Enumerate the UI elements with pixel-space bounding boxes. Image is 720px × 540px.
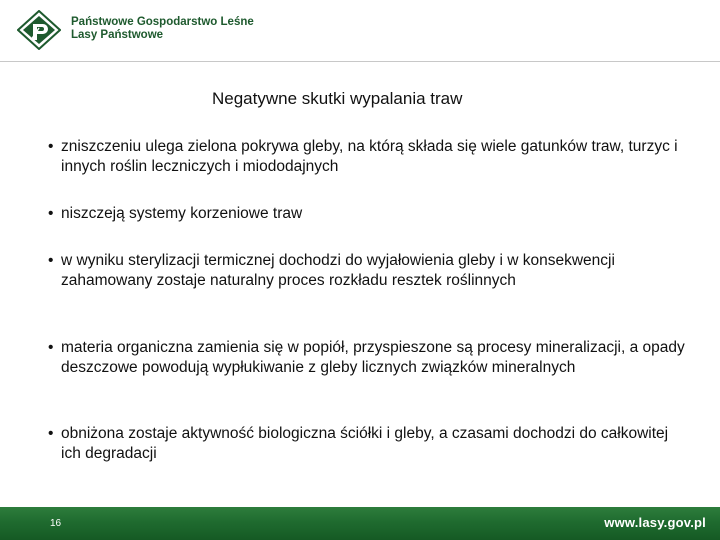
bullet-item-1: • zniszczeniu ulega zielona pokrywa gleby, na którą składa się wiele gatunków traw, turzyc i innych roślin leczniczych i miododajnych <box>48 137 688 176</box>
organization-name-line2: Lasy Państwowe <box>71 29 164 41</box>
site-url-link[interactable]: www.lasy.gov.pl <box>604 515 706 530</box>
bullet-item-2: • niszczeją systemy korzeniowe traw <box>48 204 688 224</box>
page-number: 16 <box>50 518 62 529</box>
slide-header <box>0 0 720 62</box>
organization-name-line1: Państwowe Gospodarstwo Leśne <box>71 16 254 28</box>
lasy-panstwowe-logo-icon <box>17 10 61 50</box>
header-divider <box>0 61 720 62</box>
bullet-item-5: • obniżona zostaje aktywność biologiczna ściółki i gleby, a czasami dochodzi do całkowitej ich degradacji <box>48 424 688 463</box>
organization-name <box>71 16 254 42</box>
slide-title: Negatywne skutki wypalania traw <box>212 89 463 108</box>
slide-footer <box>0 507 720 540</box>
bullet-item-4: • materia organiczna zamienia się w popiół, przyspieszone są procesy mineralizacji, a opady deszczowe powodują wypłukiwanie z gleby licznych związków mineralnych <box>48 338 688 377</box>
bullet-item-3: • w wyniku sterylizacji termicznej dochodzi do wyjałowienia gleby i w konsekwencji zahamowany zostaje naturalny proces rozkładu resztek roślinnych <box>48 251 688 290</box>
